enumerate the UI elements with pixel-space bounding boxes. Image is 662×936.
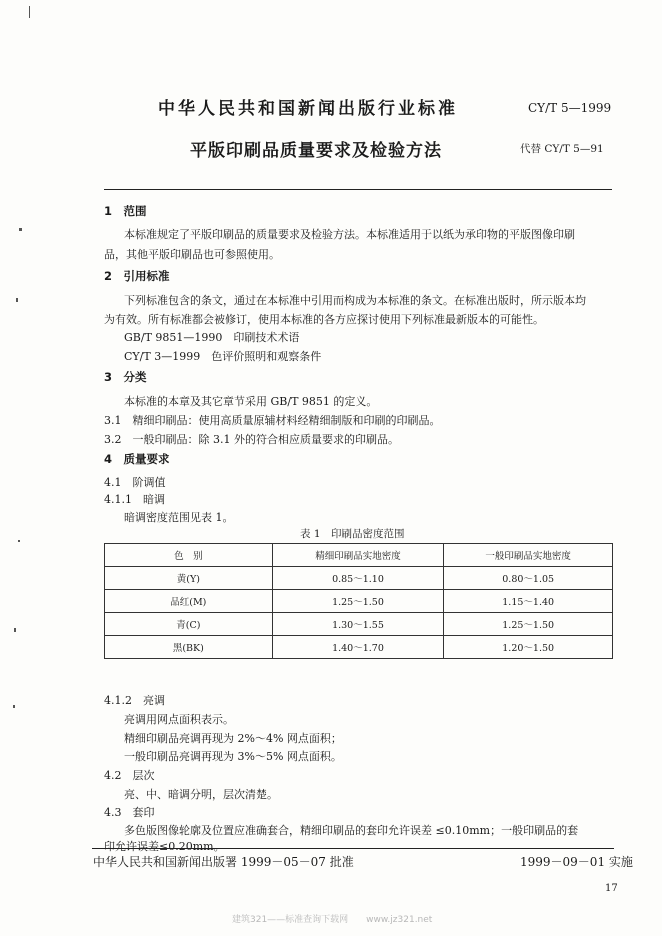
table-cell: 黑(BK) [105, 636, 273, 659]
scan-speck [18, 540, 20, 542]
section-2-line-2: 为有效。所有标准都会被修订，使用本标准的各方应探讨使用下列标准最新版本的可能性。 [104, 313, 544, 326]
standard-code: CY/T 5—1999 [528, 101, 612, 115]
implementation-date: 1999－09－01 实施 [520, 855, 633, 869]
scan-speck [14, 628, 16, 632]
section-4-3-line-1: 多色版图像轮廓及位置应准确套合，精细印刷品的套印允许误差 ≤0.10mm；一般印刷品的套 [124, 824, 579, 837]
scan-speck [16, 298, 18, 302]
section-4-heading: 4 质量要求 [104, 452, 170, 466]
section-3-1: 3.1 精细印刷品：使用高质量原辅材料经精细制版和印刷的印刷品。 [104, 414, 441, 427]
section-4-2: 4.2 层次 [104, 769, 155, 782]
section-1-line-2: 品，其他平版印刷品也可参照使用。 [104, 248, 280, 261]
section-4-1-1: 4.1.1 暗调 [104, 493, 165, 506]
table-cell: 1.30～1.55 [272, 613, 444, 636]
table-row [105, 590, 613, 613]
scan-speck [13, 705, 15, 708]
scan-speck [19, 228, 22, 231]
table-row [105, 613, 613, 636]
watermark: 建筑321——标准查询下载网 www.jz321.net [232, 915, 433, 925]
scan-speck [29, 6, 30, 18]
table-header-cell: 色 别 [105, 544, 273, 567]
section-3-2: 3.2 一般印刷品：除 3.1 外的符合相应质量要求的印刷品。 [104, 433, 399, 446]
footer-divider [92, 848, 614, 849]
section-4-2-line-1: 亮、中、暗调分明，层次清楚。 [124, 788, 278, 801]
section-1-heading: 1 范围 [104, 204, 147, 218]
section-4-3-line-2: 印允许误差≤0.20mm。 [104, 840, 225, 853]
table-row [105, 636, 613, 659]
table-cell: 青(C) [105, 613, 273, 636]
reference-2: CY/T 3—1999 色评价照明和观察条件 [124, 350, 322, 363]
section-4-3: 4.3 套印 [104, 806, 155, 819]
standard-organization: 中华人民共和国新闻出版行业标准 [158, 99, 458, 119]
section-3-line-1: 本标准的本章及其它章节采用 GB/T 9851 的定义。 [124, 395, 378, 408]
table-cell: 1.20～1.50 [444, 636, 613, 659]
reference-1: GB/T 9851—1990 印刷技术术语 [124, 331, 300, 344]
table-cell: 品红(M) [105, 590, 273, 613]
section-4-1-2-line-2: 精细印刷品亮调再现为 2%～4% 网点面积； [124, 732, 342, 745]
section-4-1-2-line-3: 一般印刷品亮调再现为 3%～5% 网点面积。 [124, 750, 342, 763]
table-1-title: 表 1 印刷品密度范围 [300, 528, 405, 540]
page-number: 17 [605, 883, 618, 894]
section-4-1-2: 4.1.2 亮调 [104, 694, 165, 707]
table-cell: 黄(Y) [105, 567, 273, 590]
table-header-cell: 精细印刷品实地密度 [272, 544, 444, 567]
table-cell: 1.40～1.70 [272, 636, 444, 659]
approval-line: 中华人民共和国新闻出版署 1999－05－07 批准 [93, 855, 354, 869]
section-3-heading: 3 分类 [104, 370, 147, 384]
density-table [104, 543, 613, 659]
table-row [105, 567, 613, 590]
section-2-heading: 2 引用标准 [104, 269, 170, 283]
table-header-cell: 一般印刷品实地密度 [444, 544, 613, 567]
document-title: 平版印刷品质量要求及检验方法 [190, 141, 442, 161]
section-4-1-1-text: 暗调密度范围见表 1。 [124, 511, 234, 524]
replaces-standard: 代替 CY/T 5—91 [520, 143, 604, 155]
table-header-row [105, 544, 613, 567]
header-divider [104, 189, 612, 190]
table-cell: 0.80～1.05 [444, 567, 613, 590]
table-cell: 0.85～1.10 [272, 567, 444, 590]
table-cell: 1.25～1.50 [272, 590, 444, 613]
section-1-line-1: 本标准规定了平版印刷品的质量要求及检验方法。本标准适用于以纸为承印物的平版图像印刷 [124, 228, 575, 241]
section-4-1-2-line-1: 亮调用网点面积表示。 [124, 713, 234, 726]
section-2-line-1: 下列标准包含的条文，通过在本标准中引用而构成为本标准的条文。在标准出版时，所示版本均 [124, 294, 586, 307]
table-cell: 1.15～1.40 [444, 590, 613, 613]
section-4-1: 4.1 阶调值 [104, 476, 166, 489]
table-cell: 1.25～1.50 [444, 613, 613, 636]
